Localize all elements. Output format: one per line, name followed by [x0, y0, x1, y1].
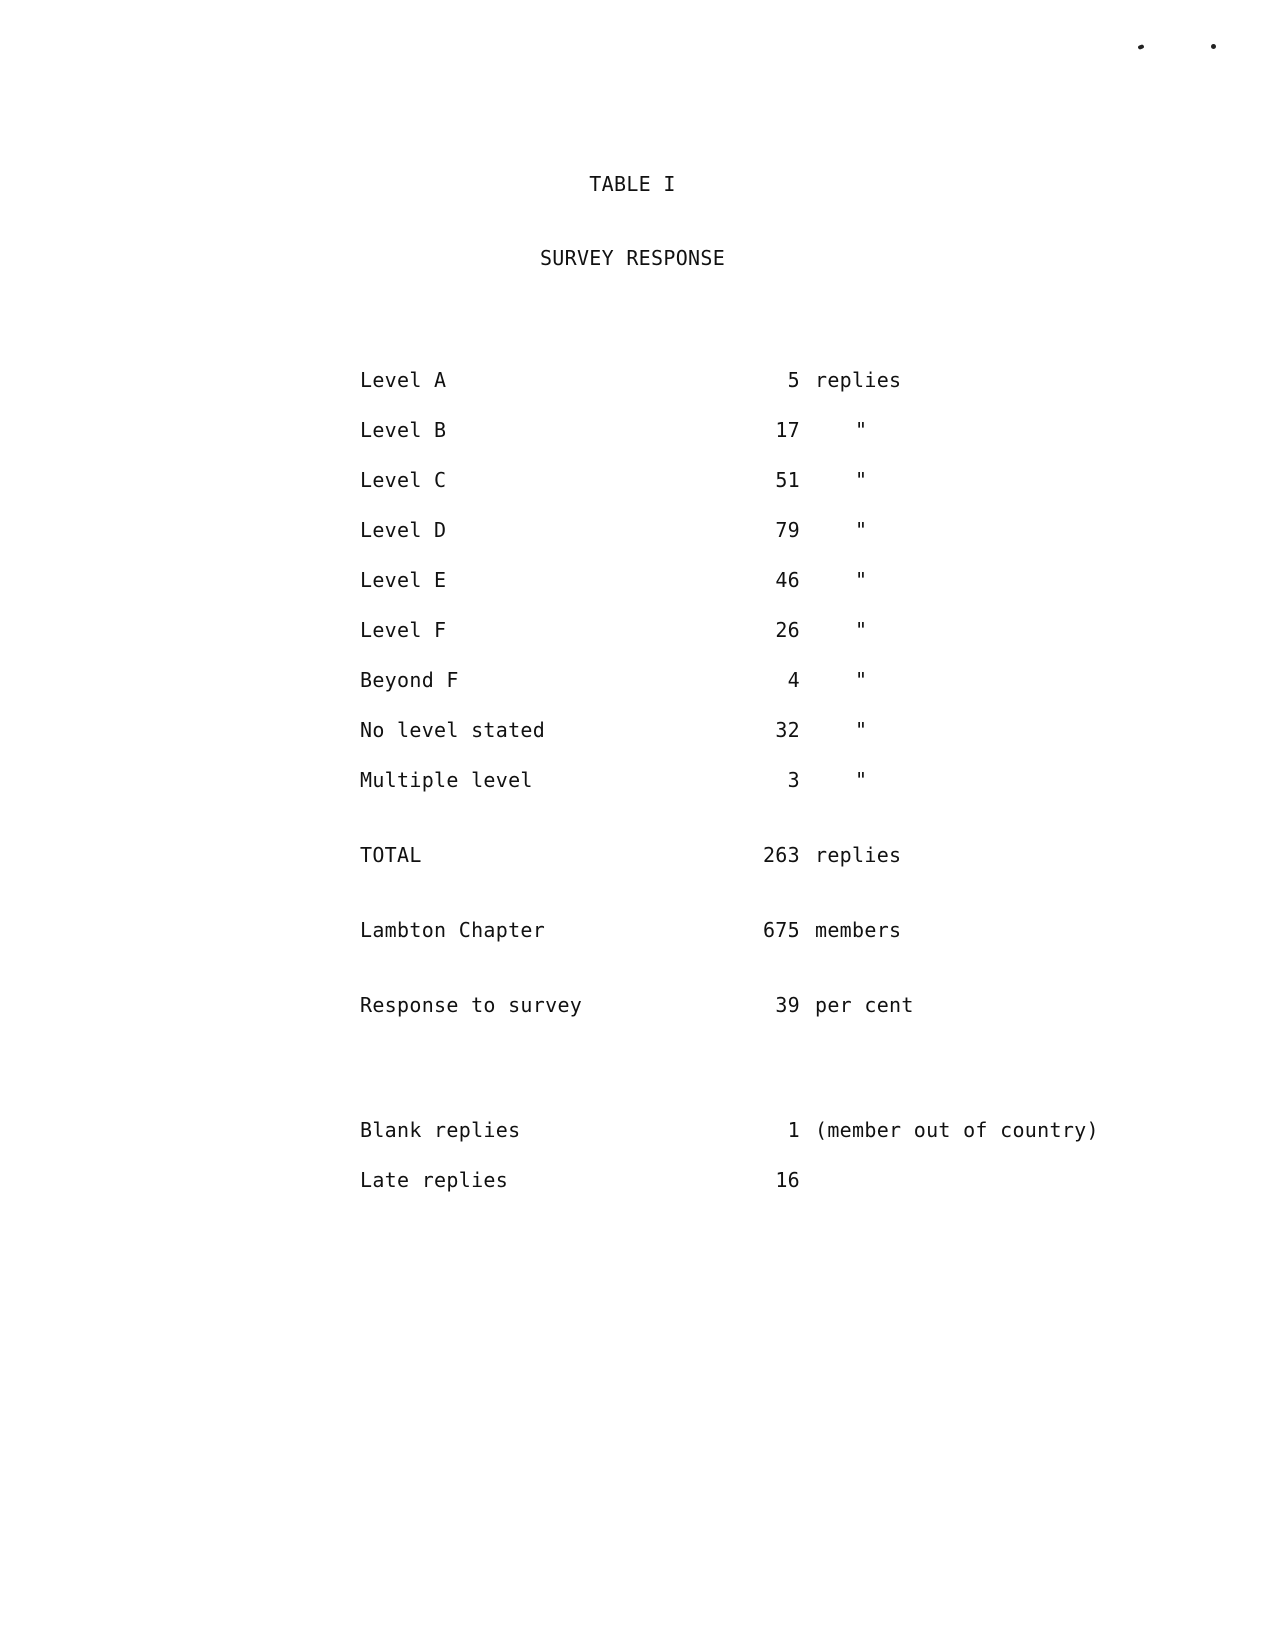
row-unit: " [855, 568, 868, 592]
chapter-unit: members [815, 918, 902, 942]
row-label: Level B [360, 418, 447, 442]
chapter-row [0, 918, 1265, 948]
total-label: TOTAL [360, 843, 422, 867]
row-unit: " [855, 518, 868, 542]
row-value: 51 [775, 468, 800, 492]
table-row [0, 518, 1265, 548]
blank-replies-label: Blank replies [360, 1118, 521, 1142]
scan-speck [1137, 44, 1144, 50]
response-label: Response to survey [360, 993, 583, 1017]
row-value: 79 [775, 518, 800, 542]
row-label: Beyond F [360, 668, 459, 692]
row-value: 5 [787, 368, 800, 392]
total-row [0, 843, 1265, 873]
table-title: TABLE I [589, 172, 676, 196]
table-row [0, 618, 1265, 648]
response-unit: per cent [815, 993, 914, 1017]
row-unit: " [855, 768, 868, 792]
row-label: No level stated [360, 718, 546, 742]
row-value: 3 [787, 768, 800, 792]
chapter-value: 675 [762, 918, 800, 942]
table-row [0, 768, 1265, 798]
row-unit: " [855, 668, 868, 692]
row-value: 17 [775, 418, 800, 442]
row-label: Multiple level [360, 768, 533, 792]
table-subtitle: SURVEY RESPONSE [539, 246, 726, 270]
row-unit: " [855, 468, 868, 492]
row-value: 32 [775, 718, 800, 742]
total-unit: replies [815, 843, 902, 867]
table-row [0, 368, 1265, 398]
table-row [0, 568, 1265, 598]
table-row [0, 468, 1265, 498]
row-unit: " [855, 618, 868, 642]
scan-speck [1211, 44, 1216, 49]
table-row [0, 418, 1265, 448]
late-replies-value: 16 [775, 1168, 800, 1192]
chapter-label: Lambton Chapter [360, 918, 546, 942]
row-unit: " [855, 718, 868, 742]
row-unit: replies [815, 368, 902, 392]
late-replies-row [0, 1168, 1265, 1198]
row-label: Level C [360, 468, 447, 492]
blank-replies-note: (member out of country) [815, 1118, 1099, 1142]
row-unit: " [855, 418, 868, 442]
row-value: 4 [787, 668, 800, 692]
late-replies-label: Late replies [360, 1168, 509, 1192]
row-value: 26 [775, 618, 800, 642]
response-value: 39 [775, 993, 800, 1017]
blank-replies-row [0, 1118, 1265, 1148]
row-label: Level A [360, 368, 447, 392]
response-row [0, 993, 1265, 1023]
row-label: Level D [360, 518, 447, 542]
table-row [0, 668, 1265, 698]
table-row [0, 718, 1265, 748]
blank-replies-value: 1 [787, 1118, 800, 1142]
total-value: 263 [762, 843, 800, 867]
row-label: Level E [360, 568, 447, 592]
row-value: 46 [775, 568, 800, 592]
row-label: Level F [360, 618, 447, 642]
